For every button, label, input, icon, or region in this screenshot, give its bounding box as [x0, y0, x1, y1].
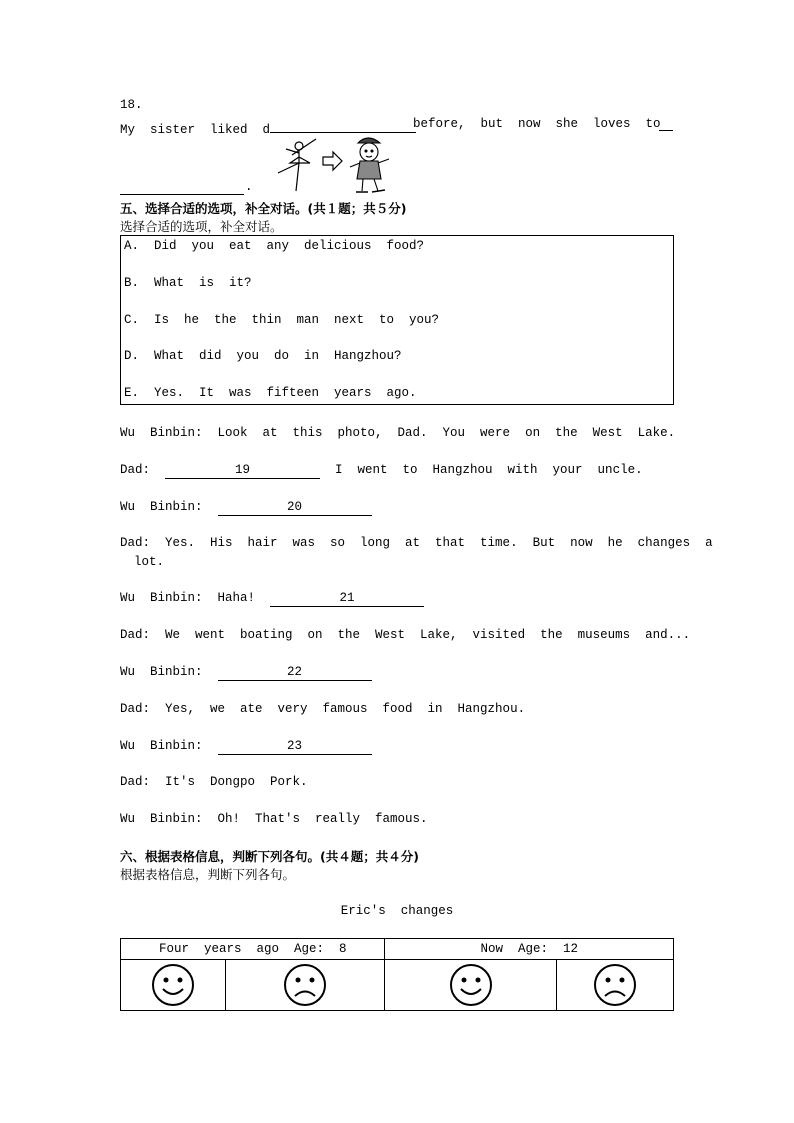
dialogue-line-2 [120, 463, 643, 479]
header-four-years-ago: Four years ago Age: 8 [121, 939, 385, 960]
dialogue-line-2-rest: I went to Hangzhou with your uncle. [320, 463, 643, 477]
dialogue-line-9 [120, 739, 372, 755]
dialogue-line-1: Wu Binbin: Look at this photo, Dad. You were on the West Lake. [120, 426, 676, 440]
q18-illustration [268, 135, 398, 197]
cell-past-sad [226, 960, 385, 1011]
dialogue-line-7 [120, 665, 372, 681]
sad-face-icon [283, 963, 327, 1007]
section5-heading: 五、选择合适的选项，补全对话。(共１题；共５分) [120, 201, 407, 216]
q18-end-mark: . [245, 180, 253, 194]
q18-number: 18. [120, 98, 143, 112]
speaker-wu-binbin: Wu Binbin: [120, 500, 218, 514]
q18-blank-2-start[interactable] [659, 130, 673, 131]
answer-blank-20[interactable]: 20 [218, 500, 372, 516]
cell-now-sad [556, 960, 673, 1011]
option-e: E. Yes. It was fifteen years ago. [124, 386, 417, 400]
happy-face-icon [449, 963, 493, 1007]
dialogue-line-10: Dad: It's Dongpo Pork. [120, 775, 308, 789]
speaker-dad: Dad: [120, 463, 166, 477]
skater-child-icon [350, 138, 389, 192]
section6-instruction: 根据表格信息，判断下列各句。 [120, 867, 296, 882]
q18-text-middle: before, but now she loves to [413, 117, 661, 131]
dialogue-line-4b: lot. [134, 555, 165, 569]
speaker-wu-binbin: Wu Binbin: Haha! [120, 591, 271, 605]
table-title: Eric's changes [340, 904, 454, 918]
section5-instruction: 选择合适的选项，补全对话。 [120, 219, 283, 234]
right-arrow-icon [323, 152, 342, 170]
option-d: D. What did you do in Hangzhou? [124, 349, 402, 363]
ballet-dancer-icon [278, 139, 316, 191]
dialogue-line-6: Dad: We went boating on the West Lake, visited the museums and... [120, 628, 691, 642]
q18-blank-2-end[interactable] [120, 194, 244, 195]
dialogue-line-3 [120, 500, 372, 516]
q18-sentence [120, 117, 416, 137]
option-a: A. Did you eat any delicious food? [124, 239, 425, 253]
header-now: Now Age: 12 [385, 939, 674, 960]
answer-blank-23[interactable]: 23 [218, 739, 372, 755]
eric-changes-table [120, 938, 674, 1011]
sad-face-icon [593, 963, 637, 1007]
dialogue-line-11: Wu Binbin: Oh! That's really famous. [120, 812, 428, 826]
option-b: B. What is it? [124, 276, 252, 290]
dialogue-line-5 [120, 591, 424, 607]
cell-past-happy [121, 960, 226, 1011]
dialogue-line-8: Dad: Yes, we ate very famous food in Hangzhou. [120, 702, 526, 716]
answer-blank-19[interactable]: 19 [165, 463, 320, 479]
speaker-wu-binbin: Wu Binbin: [120, 739, 218, 753]
dialogue-line-4a: Dad: Yes. His hair was so long at that time. But now he changes a [120, 536, 713, 550]
q18-text-before: My sister liked d [120, 123, 271, 137]
answer-blank-21[interactable]: 21 [270, 591, 424, 607]
section6-heading: 六、根据表格信息，判断下列各句。(共４题；共４分) [120, 849, 419, 864]
cell-now-happy [385, 960, 556, 1011]
q18-blank-1[interactable] [270, 117, 416, 133]
option-c: C. Is he the thin man next to you? [124, 313, 440, 327]
happy-face-icon [151, 963, 195, 1007]
speaker-wu-binbin: Wu Binbin: [120, 665, 218, 679]
options-box [120, 235, 674, 405]
answer-blank-22[interactable]: 22 [218, 665, 372, 681]
